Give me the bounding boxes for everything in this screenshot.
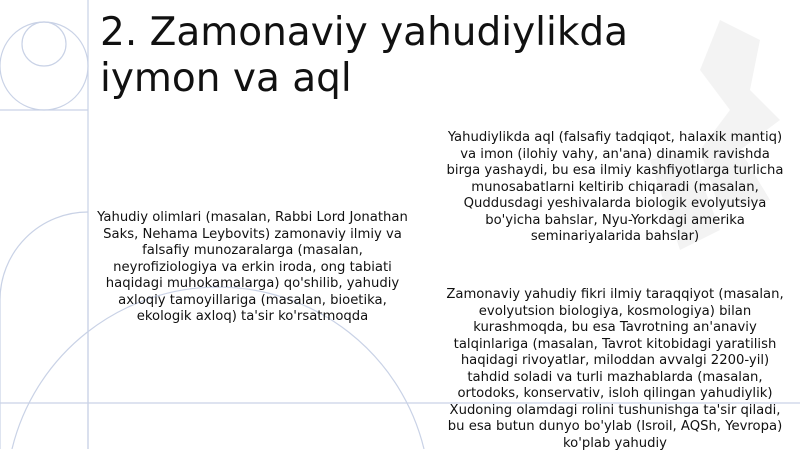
right-paragraph-bottom: Zamonaviy yahudiy fikri ilmiy taraqqiyot (masalan, evolyutsion biologiya, kosmologiya) bilan kurashmoqda, bu esa Tavrotning an'anaviy talqinlariga (masalan, Tavrot kitobidagi yaratilish haqidagi rivoyatlar, miloddan avvalgi 2200-yil) tahdid soladi va turli mazhablarda (masalan, ortodoks, konservativ, isloh qilingan yahudiylik) Xudoning olamdagi rolini tushunishga ta'sir qiladi, bu esa butun dunyo bo'ylab (Isroil, AQSh, Yevropa) ko'plab yahudiy <box>446 287 784 451</box>
slide-title-line-1: 2. Zamonaviy yahudiylikda <box>100 10 629 55</box>
slide-title <box>100 10 680 102</box>
right-paragraph-top: Yahudiylikda aql (falsafiy tadqiqot, halaxik mantiq) va imon (ilohiy vahy, an'ana) dinamik ravishda birga yashaydi, bu esa ilmiy kashfiyotlarga turlicha munosabatlarni keltirib chiqaradi (masalan, Quddusdagi yeshivalarda biologik evolyutsiya bo'yicha bahslar, Nyu-Yorkdagi amerika seminariyalarida bahslar) <box>446 130 784 244</box>
left-paragraph: Yahudiy olimlari (masalan, Rabbi Lord Jonathan Saks, Nehama Leybovits) zamonaviy ilmiy va falsafiy munozaralarga (masalan, neyrofiziologiya va erkin iroda, ong tabiati haqidagi muhokamalarga) qo'shilib, yahudiy axloqiy tamoyillariga (masalan, bioetika, ekologik axloq) ta'sir ko'rsatmoqda <box>97 210 408 324</box>
slide-title-line-2: iymon va aql <box>100 56 352 101</box>
